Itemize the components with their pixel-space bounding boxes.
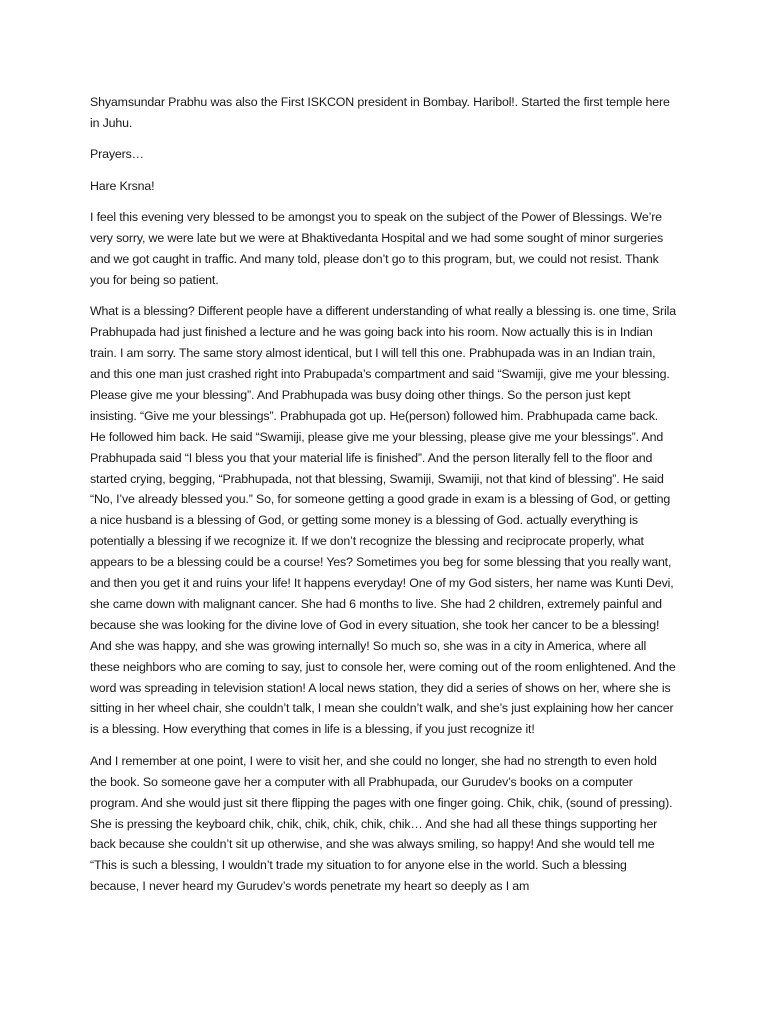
paragraph-opening: I feel this evening very blessed to be amongst you to speak on the subject of the Power of Blessings. We’re very sorry, we were late but we were at Bhaktivedanta Hospital and we had some sought of minor surgeries and we got caught in traffic. And many told, please don’t go to this program, but, we could not resist. Thank you for being so patient.	[90, 210, 664, 287]
paragraph-prayers: Prayers…	[90, 147, 144, 162]
paragraph-intro: Shyamsundar Prabhu was also the First ISKCON president in Bombay. Haribol!. Started the first temple here in Juhu.	[90, 95, 670, 130]
paragraph-what-is-blessing: What is a blessing? Different people have a different understanding of what really a blessing is. one time, Srila Prabhupada had just finished a lecture and he was going back into his room. Now actually this is in Indian train. I am sorry. The same story almost identical, but I will tell this one. Prabhupada was in an Indian train, and this one man just crashed right into Prabupada’s compartment and said “Swamiji, give me your blessing. Please give me your blessing”. And Prabhupada was busy doing other things. So the person just kept insisting. “Give me your blessings”. Prabhupada got up. He(person) followed him. Prabhupada came back. He followed him back. He said “Swamiji, please give me your blessing, please give me your blessings”. And Prabhupada said “I bless you that your material life is finished”. And the person literally fell to the floor and started crying, begging, “Prabhupada, not that blessing, Swamiji, Swamiji, not that kind of blessing”. He said “No, I’ve already blessed you.” So, for someone getting a good grade in exam is a blessing of God, or getting a nice husband is a blessing of God, or getting some money is a blessing of God. actually everything is potentially a blessing if we recognize it. If we don’t recognize the blessing and reciprocate properly, what appears to be a blessing could be a course! Yes? Sometimes you beg for some blessing that you really want, and then you get it and ruins your life! It happens everyday! One of my God sisters, her name was Kunti Devi, she came down with malignant cancer. She had 6 months to live. She had 2 children, extremely painful and because she was looking for the divine love of God in every situation, she took her cancer to be a blessing! And she was happy, and she was growing internally! So much so, she was in a city in America, where all these neighbors who are coming to say, just to console her, were coming out of the room enlightened. And the word was spreading in television station! A local news station, they did a series of shows on her, where she is sitting in her wheel chair, she couldn’t talk, I mean she couldn’t walk, and she’s just explaining how her cancer is a blessing. How everything that comes in life is a blessing, if you just recognize it!	[90, 304, 676, 737]
paragraph-greeting: Hare Krsna!	[90, 178, 155, 193]
document-page	[90, 92, 676, 908]
paragraph-visit: And I remember at one point, I were to visit her, and she could no longer, she had no strength to even hold the book. So someone gave her a computer with all Prabhupada, our Gurudev’s books on a computer program. And she would just sit there flipping the pages with one finger going. Chik, chik, (sound of pressing). She is pressing the keyboard chik, chik, chik, chik, chik, chik… And she had all these things supporting her back because she couldn’t sit up otherwise, and she was always smiling, so happy! And she would tell me “This is such a blessing, I wouldn’t trade my situation to for anyone else in the world. Such a blessing because, I never heard my Gurudev’s words penetrate my heart so deeply as I am	[90, 753, 673, 894]
